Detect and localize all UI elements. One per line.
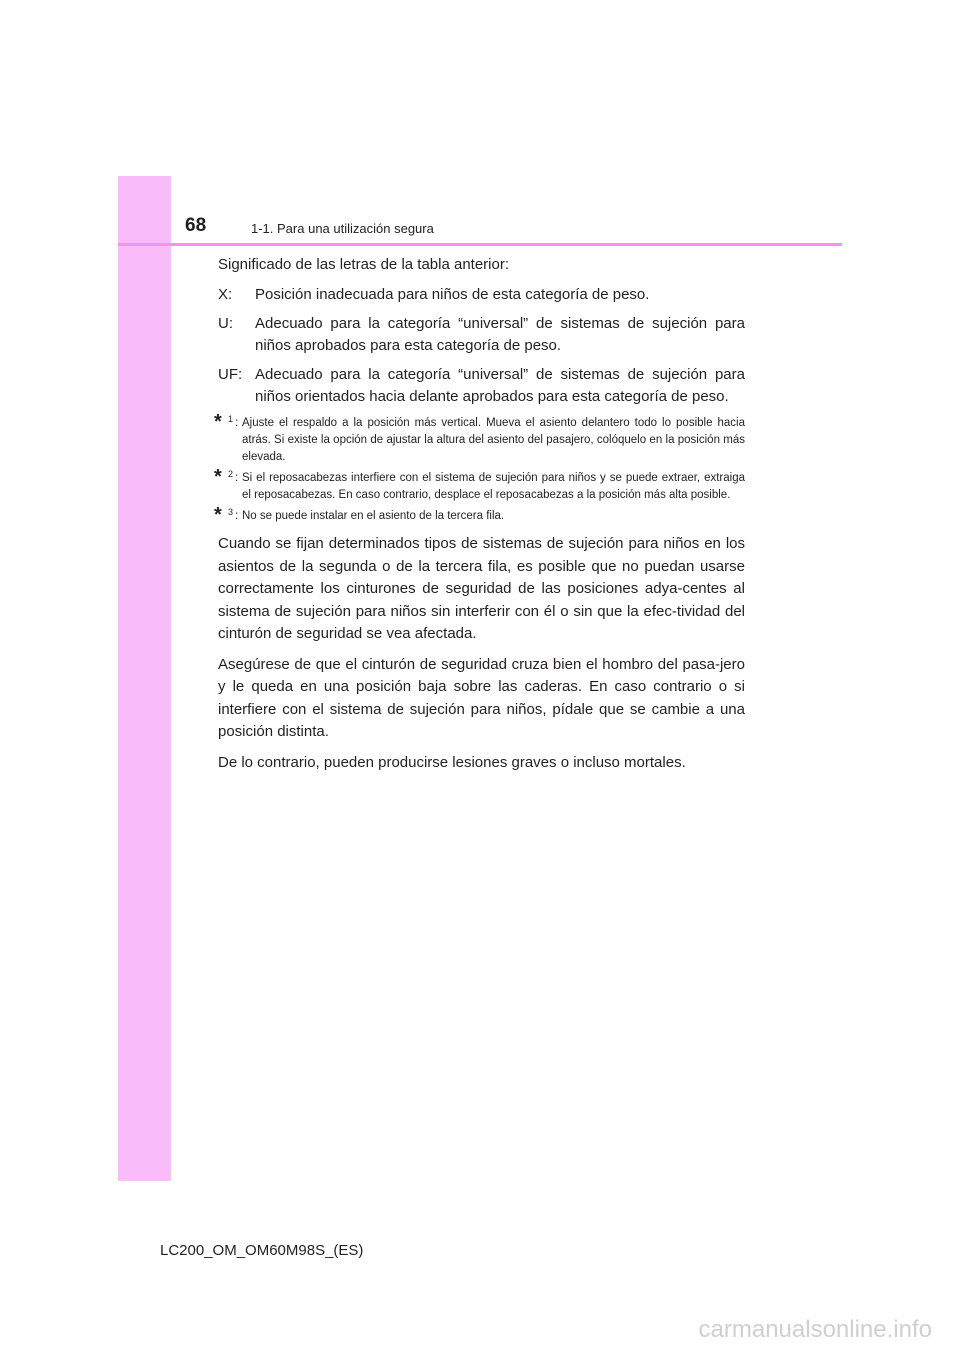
page-content	[214, 254, 745, 774]
legend-code: X:	[218, 286, 233, 303]
legend-item-x	[218, 284, 745, 306]
legend-intro: Significado de las letras de la tabla anterior:	[218, 256, 510, 273]
asterisk-icon: *	[214, 411, 222, 433]
legend-text: Adecuado para la categoría “universal” de sistemas de sujeción para niños orientados hacia delante aprobados para esta categoría de peso.	[255, 366, 745, 405]
body-paragraph-2: Asegúrese de que el cinturón de seguridad cruza bien el hombro del pasa-jero y le queda en una posición baja sobre las caderas. En caso contrario o si interfiere con el sistema de sujeción para niños, pídale que se cambie a una posición distinta.	[218, 655, 745, 740]
asterisk-icon: *	[214, 504, 222, 526]
side-color-band	[118, 176, 171, 1181]
footnote-1	[214, 411, 745, 466]
footnote-number: 2	[228, 469, 234, 479]
footnote-marker: * 3 :	[214, 504, 239, 526]
header-divider	[118, 243, 842, 246]
footnote-marker: * 2 :	[214, 466, 239, 488]
legend-item-u	[218, 313, 745, 357]
footnote-text: No se puede instalar en el asiento de la tercera fila.	[242, 510, 505, 522]
asterisk-icon: *	[214, 466, 222, 488]
page-number: 68	[185, 215, 207, 236]
legend-text: Adecuado para la categoría “universal” de sistemas de sujeción para niños aprobados para esta categoría de peso.	[255, 315, 745, 354]
footnote-number: 1	[228, 414, 234, 424]
footnote-number: 3	[228, 507, 234, 517]
body-paragraph-1: Cuando se fijan determinados tipos de sistemas de sujeción para niños en los asientos de la segunda o de la tercera fila, es posible que no puedan usarse correctamente los cinturones de seguridad de las posiciones adya-centes al sistema de sujeción para niños sin interferir con él o sin que la efec-tividad del cinturón de seguridad se vea afectada.	[218, 535, 745, 642]
legend-text: Posición inadecuada para niños de esta categoría de peso.	[255, 286, 650, 303]
legend-code: UF:	[218, 366, 243, 383]
footnote-text: Si el reposacabezas interfiere con el sistema de sujeción para niños y se puede extraer, extraiga el reposacabezas. En caso contrario, desplace el reposacabezas a la posición más alta posible.	[242, 472, 745, 501]
legend-item-uf	[218, 364, 745, 408]
footnote-text: Ajuste el respaldo a la posición más vertical. Mueva el asiento delantero todo lo posible hacia atrás. Si existe la opción de ajustar la altura del asiento del pasajero, colóquelo en la posición más elevada.	[242, 417, 745, 463]
section-title: 1-1. Para una utilización segura	[251, 221, 434, 236]
footnote-3	[214, 504, 745, 526]
watermark: carmanualsonline.info	[698, 1316, 932, 1343]
legend-code: U:	[218, 315, 233, 332]
document-code: LC200_OM_OM60M98S_(ES)	[160, 1242, 364, 1259]
footnote-marker: * 1 :	[214, 411, 239, 433]
footnote-2	[214, 466, 745, 504]
body-paragraph-3: De lo contrario, pueden producirse lesiones graves o incluso mortales.	[218, 753, 686, 771]
